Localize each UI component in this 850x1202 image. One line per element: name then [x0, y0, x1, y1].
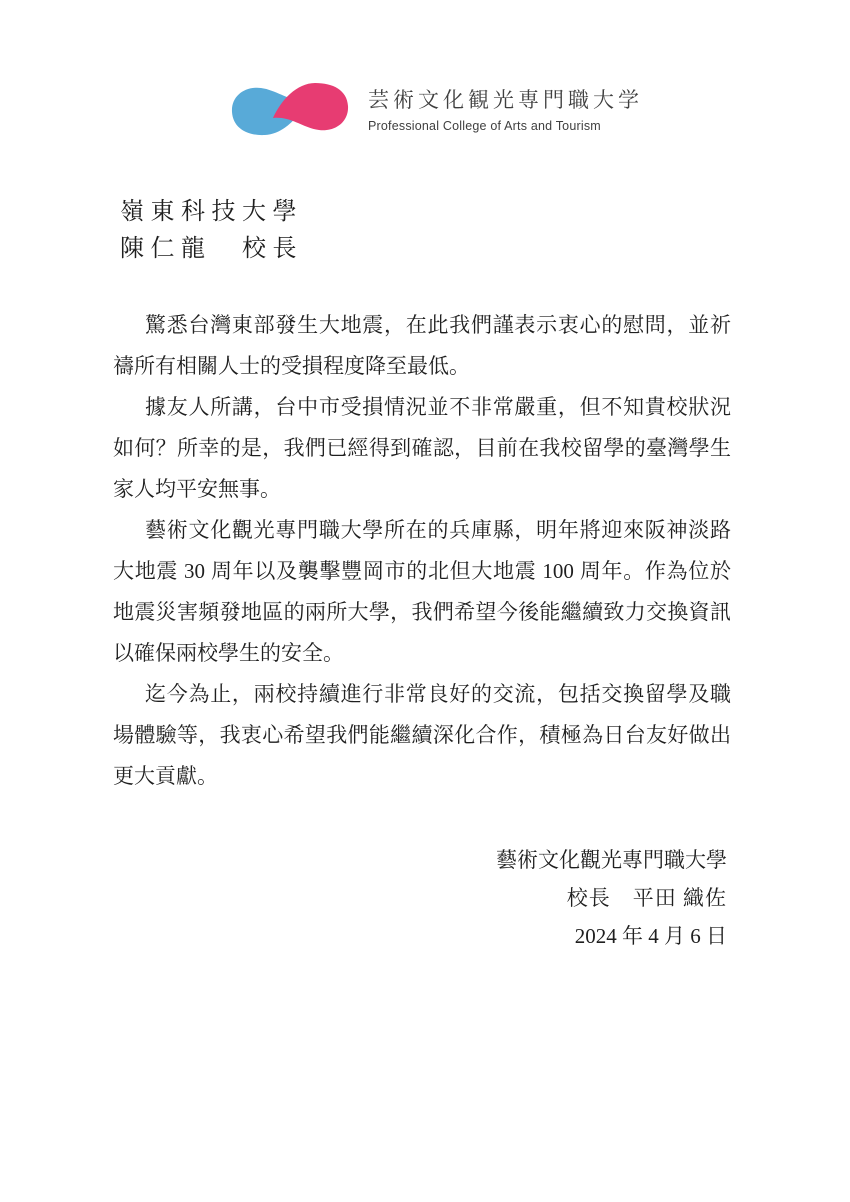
recipient-president: 陳仁龍 校長 — [120, 236, 303, 262]
logo-text-block — [368, 84, 643, 133]
letter-body — [113, 305, 731, 797]
signature-president: 校長 平田 織佐 — [566, 886, 727, 910]
university-name-en: Professional College of Arts and Tourism — [368, 119, 601, 133]
recipient-block — [120, 194, 303, 268]
recipient-university: 嶺東科技大學 — [120, 199, 303, 225]
university-name-ja: 芸術文化観光専門職大学 — [368, 89, 643, 112]
letter-paragraph-4: 迄今為止，兩校持續進行非常良好的交流，包括交換留學及職場體驗等，我衷心希望我們能繼續深化合作，積極為日台友好做出更大貢獻。 — [113, 682, 731, 788]
signature-block — [496, 841, 727, 955]
letter-paragraph-3: 藝術文化觀光專門職大學所在的兵庫縣，明年將迎來阪神淡路大地震 30 周年以及襲擊豐岡市的北但大地震 100 周年。作為位於地震災害頻發地區的兩所大學，我們希望今後能繼續致力交換資訊以確保兩校學生的安全。 — [113, 518, 731, 665]
signature-university: 藝術文化觀光專門職大學 — [496, 848, 727, 872]
letter-paragraph-2: 據友人所講，台中市受損情況並不非常嚴重，但不知貴校狀況如何？所幸的是，我們已經得到確認，目前在我校留學的臺灣學生家人均平安無事。 — [113, 395, 731, 501]
letter-paragraph-1: 驚悉台灣東部發生大地震，在此我們謹表示衷心的慰問，並祈禱所有相關人士的受損程度降至最低。 — [113, 313, 731, 378]
letterhead — [0, 0, 850, 160]
university-logo-icon — [227, 80, 353, 138]
signature-date: 2024 年 4 月 6 日 — [574, 924, 727, 948]
